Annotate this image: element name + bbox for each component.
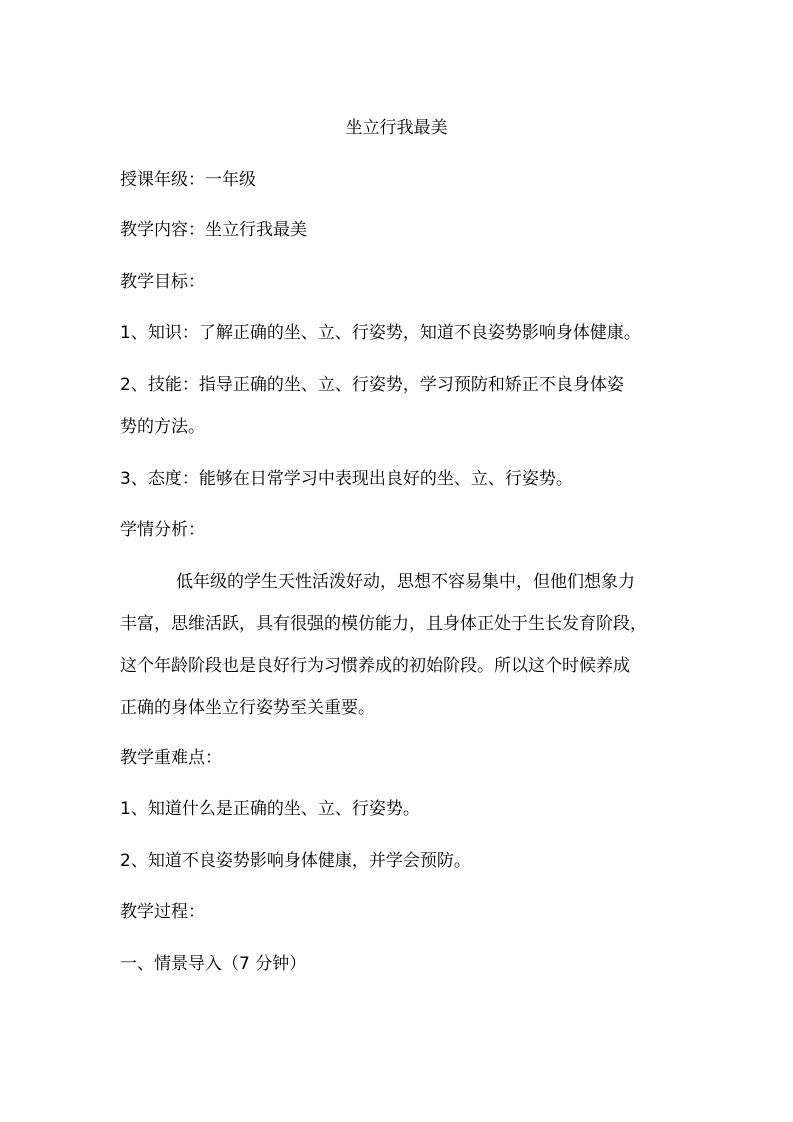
- analysis-paragraph: [120, 561, 680, 729]
- content-line: 教学内容：坐立行我最美: [120, 220, 307, 240]
- analysis-line: 丰富，思维活跃，具有很强的模仿能力，且身体正处于生长发育阶段，: [120, 614, 647, 634]
- process-heading: 教学过程：: [120, 902, 205, 922]
- grade-line: 授课年级：一年级: [120, 170, 256, 190]
- analysis-heading: 学情分析：: [120, 520, 205, 540]
- objective-3: 3、态度：能够在日常学习中表现出良好的坐、立、行姿势。: [120, 469, 573, 489]
- document-title: 坐立行我最美: [345, 118, 448, 138]
- analysis-line: 这个年龄阶段也是良好行为习惯养成的初始阶段。所以这个时候养成: [120, 656, 630, 676]
- key-point-2: 2、知道不良姿势影响身体健康，并学会预防。: [120, 851, 471, 871]
- objective-1: 1、知识：了解正确的坐、立、行姿势，知道不良姿势影响身体健康。: [120, 323, 641, 343]
- analysis-line: 低年级的学生天性活泼好动，思想不容易集中，但他们想象力: [176, 572, 635, 592]
- objectives-heading: 教学目标：: [120, 272, 205, 292]
- objective-2-line-1: 2、技能：指导正确的坐、立、行姿势，学习预防和矫正不良身体姿: [120, 375, 624, 395]
- key-point-1: 1、知道什么是正确的坐、立、行姿势。: [120, 799, 420, 819]
- objective-2-line-2: 势的方法。: [120, 417, 205, 437]
- key-points-heading: 教学重难点：: [120, 748, 222, 768]
- analysis-line: 正确的身体坐立行姿势至关重要。: [120, 698, 375, 718]
- section-1-heading: 一、情景导入（7 分钟）: [120, 954, 307, 974]
